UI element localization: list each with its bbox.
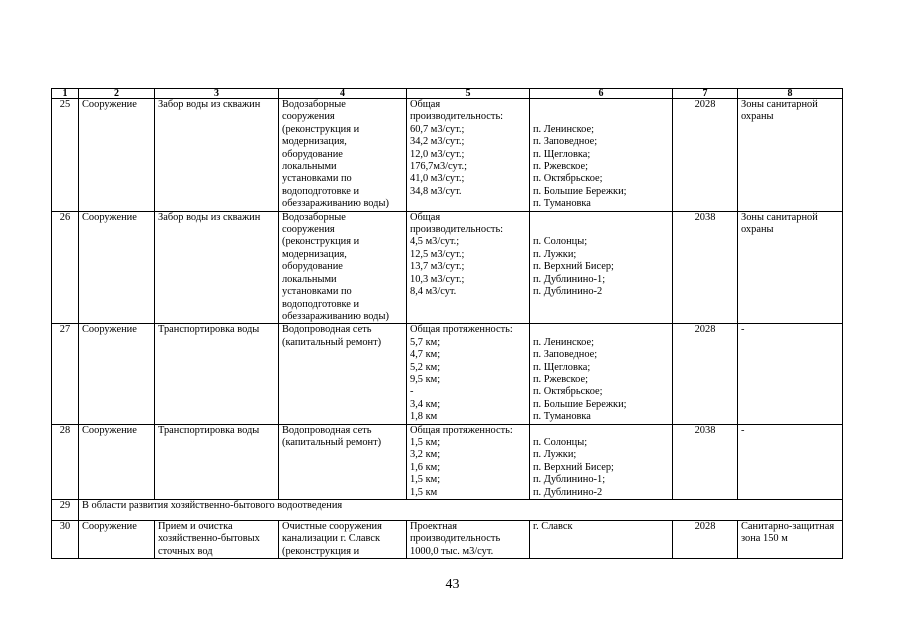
object-type: Сооружение <box>79 99 155 212</box>
row-number: 30 <box>52 521 79 559</box>
location-line: п. Ленинское; <box>533 336 594 348</box>
facility-line: локальными <box>282 273 337 285</box>
zone-line: Зоны санитарной <box>741 99 818 110</box>
parameter-line: 1000,0 тыс. м3/сут. <box>410 545 494 557</box>
zone-line: Санитарно-защитная <box>741 521 835 532</box>
parameter-line: 12,5 м3/сут.; <box>410 248 465 260</box>
facility-line: Водопроводная сеть <box>282 424 372 436</box>
page-number: 43 <box>445 577 460 592</box>
facility-line: Очистные сооружения <box>282 521 382 532</box>
location <box>530 99 673 212</box>
spacer <box>533 425 669 437</box>
header-row <box>52 89 843 99</box>
parameter-line: 13,7 м3/сут.; <box>410 261 465 273</box>
purpose: Транспортировка воды <box>155 424 279 499</box>
column-number-3: 3 <box>155 89 279 99</box>
facility <box>279 324 407 424</box>
object-type: Сооружение <box>79 324 155 424</box>
location-line: п. Ржевское; <box>533 161 588 173</box>
parameter-line: 3,2 км; <box>410 449 441 461</box>
protection-zone <box>738 211 843 324</box>
object-type: Сооружение <box>79 521 155 559</box>
parameter-line: 1,5 км; <box>410 436 441 448</box>
protection-zone <box>738 99 843 212</box>
location-line: п. Ленинское; <box>533 123 594 135</box>
table-row <box>52 324 843 424</box>
parameter-line: - <box>410 386 414 398</box>
parameters <box>407 324 530 424</box>
zone-line: - <box>741 424 745 436</box>
location-line: п. Дублинино-1; <box>533 474 606 486</box>
parameter-line: 12,0 м3/сут.; <box>410 148 465 160</box>
location <box>530 211 673 324</box>
table-row <box>52 424 843 499</box>
parameter-line: 176,7м3/сут.; <box>410 161 467 173</box>
parameters <box>407 211 530 324</box>
parameter-line: 1,5 км; <box>410 474 441 486</box>
location-line: п. Заповедное; <box>533 136 598 148</box>
parameter-line: 5,7 км; <box>410 336 441 348</box>
column-number-4: 4 <box>279 89 407 99</box>
location-line: п. Дублинино-2 <box>533 286 603 298</box>
parameter-line: Проектная <box>410 521 458 532</box>
facility-line: (реконструкция и <box>282 545 360 557</box>
row-number: 29 <box>52 500 79 521</box>
year: 2038 <box>673 211 738 324</box>
location-line: п. Солонцы; <box>533 236 588 248</box>
zone-line: зона 150 м <box>741 533 788 545</box>
document-table <box>51 88 843 559</box>
protection-zone <box>738 324 843 424</box>
parameter-line: 8,4 м3/сут. <box>410 286 457 298</box>
parameter-line: 5,2 км; <box>410 361 441 373</box>
location-line: п. Солонцы; <box>533 436 588 448</box>
facility-line: обеззараживанию воды) <box>282 198 389 210</box>
location-line: п. Большие Бережки; <box>533 185 627 197</box>
row-number: 28 <box>52 424 79 499</box>
parameter-line: 1,8 км <box>410 411 438 423</box>
section-title: В области развития хозяйственно-бытового водоотведения <box>79 500 843 521</box>
location-line: п. Тумановка <box>533 411 591 423</box>
facility-line: (реконструкция и <box>282 123 360 135</box>
facility <box>279 211 407 324</box>
object-type: Сооружение <box>79 424 155 499</box>
location-line: г. Славск <box>533 521 573 532</box>
facility-line: локальными <box>282 161 337 173</box>
purpose-line: сточных вод <box>158 545 213 557</box>
protection-zone <box>738 424 843 499</box>
object-type: Сооружение <box>79 211 155 324</box>
facility-line: оборудование <box>282 261 343 273</box>
facility-line: Водопроводная сеть <box>282 324 372 336</box>
year: 2038 <box>673 424 738 499</box>
purpose-line: хозяйственно-бытовых <box>158 533 260 545</box>
facility-line: установками по <box>282 286 352 298</box>
facility-line: водоподготовке и <box>282 185 360 197</box>
row-number: 27 <box>52 324 79 424</box>
zone-line: - <box>741 324 745 336</box>
parameter-line: 4,7 км; <box>410 349 441 361</box>
facility <box>279 424 407 499</box>
purpose-line: Прием и очистка <box>158 521 233 532</box>
purpose <box>155 521 279 559</box>
spacer <box>533 99 669 124</box>
facility-line: Водозаборные <box>282 211 346 223</box>
facility-line: сооружения <box>282 111 335 123</box>
table-row <box>52 211 843 324</box>
table-row <box>52 99 843 212</box>
location-line: п. Лужки; <box>533 449 577 461</box>
zone-line: охраны <box>741 224 774 236</box>
parameter-line: 9,5 км; <box>410 373 441 385</box>
parameters <box>407 424 530 499</box>
purpose: Транспортировка воды <box>155 324 279 424</box>
purpose: Забор воды из скважин <box>155 99 279 212</box>
column-number-8: 8 <box>738 89 843 99</box>
spacer <box>533 324 669 336</box>
parameter-line: 10,3 м3/сут.; <box>410 273 465 285</box>
column-number-7: 7 <box>673 89 738 99</box>
table-row <box>52 521 843 559</box>
column-number-6: 6 <box>530 89 673 99</box>
parameter-line: 34,8 м3/сут. <box>410 185 462 197</box>
facility-line: сооружения <box>282 224 335 236</box>
parameter-line: производительность: <box>410 111 504 123</box>
location-line: п. Дублинино-1; <box>533 273 606 285</box>
parameter-line: 3,4 км; <box>410 398 441 410</box>
parameter-line: 34,2 м3/сут.; <box>410 136 465 148</box>
location-line: п. Октябрьское; <box>533 173 603 185</box>
facility-line: оборудование <box>282 148 343 160</box>
parameters <box>407 99 530 212</box>
facility-line: (капитальный ремонт) <box>282 336 382 348</box>
location-line: п. Большие Бережки; <box>533 398 627 410</box>
parameter-line: 4,5 м3/сут.; <box>410 236 460 248</box>
location-line: п. Тумановка <box>533 198 591 210</box>
parameter-line: 1,6 км; <box>410 461 441 473</box>
location-line: п. Заповедное; <box>533 349 598 361</box>
location-line: п. Дублинино-2 <box>533 486 603 498</box>
row-number: 25 <box>52 99 79 212</box>
facility-line: модернизация, <box>282 136 347 148</box>
spacer <box>533 212 669 237</box>
column-number-5: 5 <box>407 89 530 99</box>
zone-line: Зоны санитарной <box>741 211 818 223</box>
parameters <box>407 521 530 559</box>
location <box>530 424 673 499</box>
column-number-2: 2 <box>79 89 155 99</box>
location-line: п. Лужки; <box>533 248 577 260</box>
parameter-line: 60,7 м3/сут.; <box>410 123 465 135</box>
parameter-line: производительность: <box>410 224 504 236</box>
parameter-line: Общая протяженность: <box>410 324 513 336</box>
section-row <box>52 500 843 521</box>
parameter-line: 41,0 м3/сут.; <box>410 173 465 185</box>
facility-line: (капитальный ремонт) <box>282 436 382 448</box>
purpose: Забор воды из скважин <box>155 211 279 324</box>
parameter-line: производительность <box>410 533 501 545</box>
facility-line: Водозаборные <box>282 99 346 110</box>
facility <box>279 99 407 212</box>
location-line: п. Октябрьское; <box>533 386 603 398</box>
location-line: п. Щегловка; <box>533 148 591 160</box>
parameter-line: 1,5 км <box>410 486 438 498</box>
facility <box>279 521 407 559</box>
parameter-line: Общая протяженность: <box>410 424 513 436</box>
parameter-line: Общая <box>410 211 441 223</box>
facility-line: установками по <box>282 173 352 185</box>
location-line: п. Щегловка; <box>533 361 591 373</box>
facility-line: водоподготовке и <box>282 298 360 310</box>
location-line: п. Ржевское; <box>533 373 588 385</box>
zone-line: охраны <box>741 111 774 123</box>
facility-line: модернизация, <box>282 248 347 260</box>
year: 2028 <box>673 324 738 424</box>
facility-line: (реконструкция и <box>282 236 360 248</box>
column-number-1: 1 <box>52 89 79 99</box>
location <box>530 521 673 559</box>
facility-line: канализации г. Славск <box>282 533 381 545</box>
year: 2028 <box>673 521 738 559</box>
parameter-line: Общая <box>410 99 441 110</box>
location-line: п. Верхний Бисер; <box>533 461 614 473</box>
location-line: п. Верхний Бисер; <box>533 261 614 273</box>
year: 2028 <box>673 99 738 212</box>
row-number: 26 <box>52 211 79 324</box>
location <box>530 324 673 424</box>
protection-zone <box>738 521 843 559</box>
facility-line: обеззараживанию воды) <box>282 310 389 322</box>
